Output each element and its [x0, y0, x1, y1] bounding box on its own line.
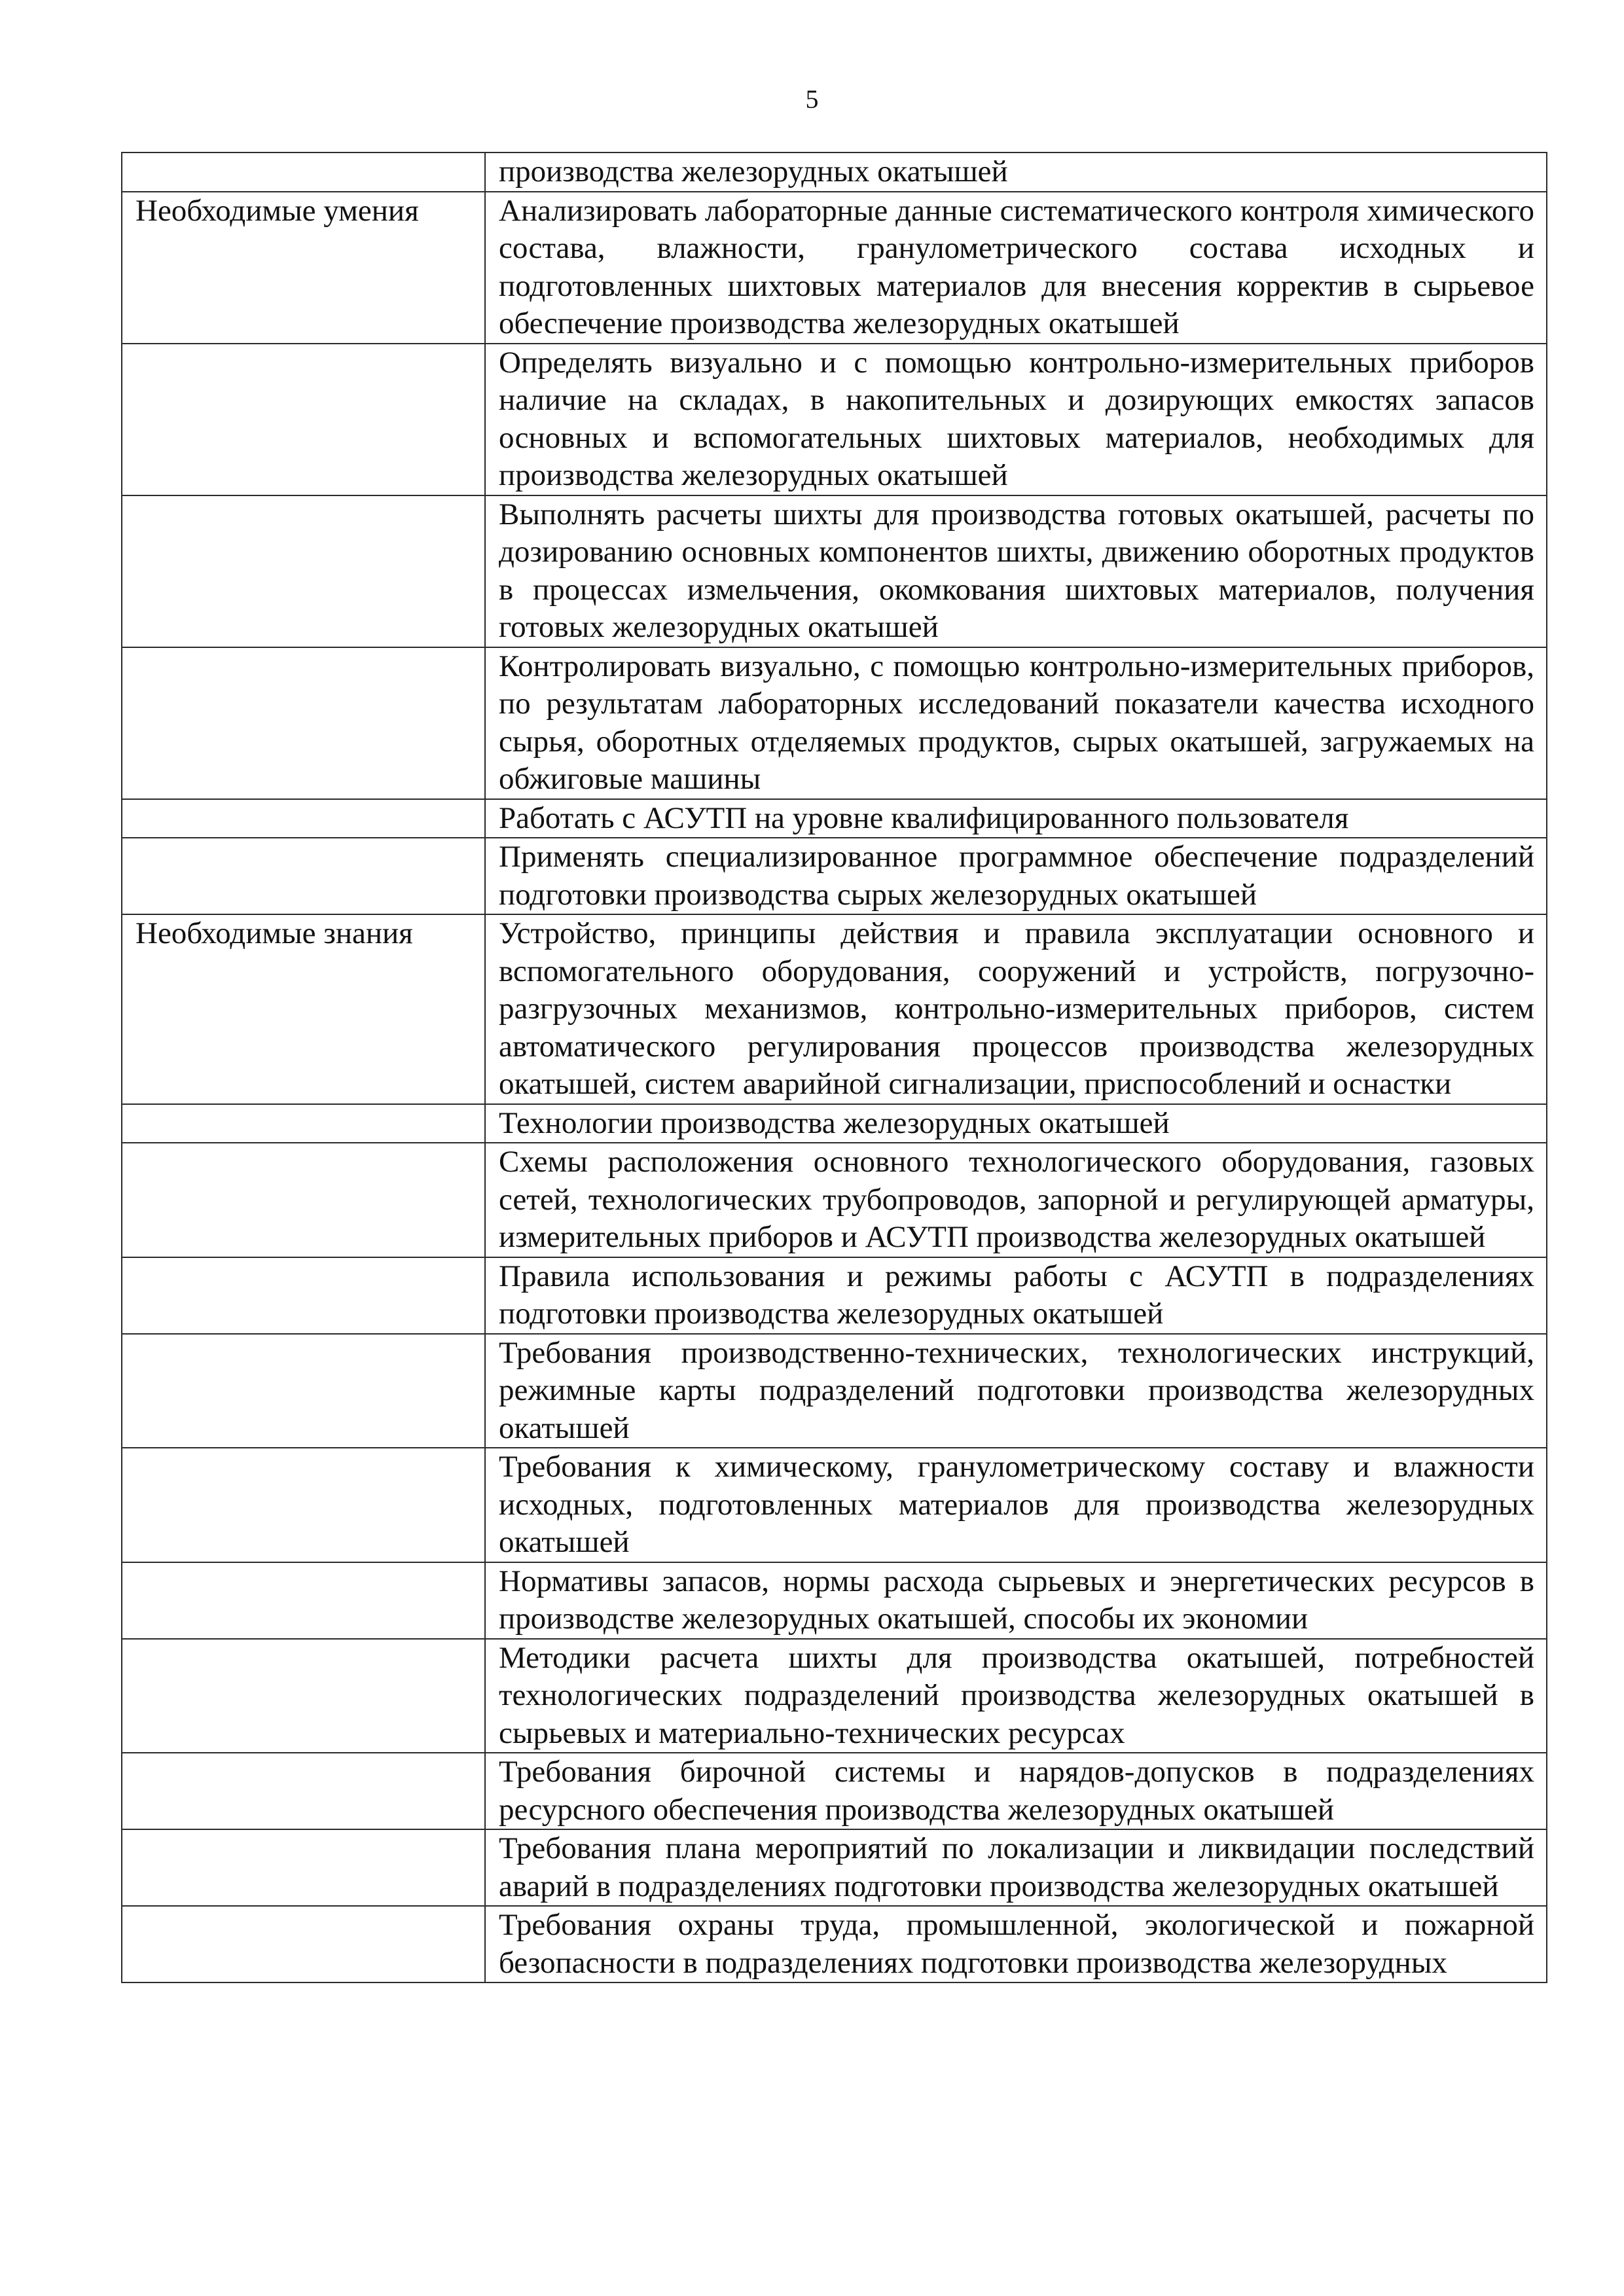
table-row [122, 1562, 1547, 1639]
table-row [122, 914, 1547, 1104]
table-row [122, 1829, 1547, 1906]
table-row [122, 1257, 1547, 1334]
knowledge-label-continuation [122, 1257, 485, 1334]
knowledge-label-continuation [122, 1639, 485, 1753]
knowledge-item: Требования к химическому, гранулометрическому составу и влажности исходных, подготовленных материалов для производства железорудных окатышей [485, 1448, 1547, 1562]
skills-label-continuation [122, 838, 485, 914]
page-number: 5 [805, 84, 819, 114]
table-row [122, 838, 1547, 914]
row-text-continuation: производства железорудных окатышей [485, 152, 1547, 192]
knowledge-item: Схемы расположения основного технологического оборудования, газовых сетей, технологических трубопроводов, запорной и регулирующей арматуры, измерительных приборов и АСУТП производства железорудных окатышей [485, 1143, 1547, 1257]
skills-label-continuation [122, 647, 485, 799]
table-row [122, 1906, 1547, 1982]
skills-label-continuation [122, 344, 485, 495]
skills-label: Необходимые умения [122, 192, 485, 344]
knowledge-label: Необходимые знания [122, 914, 485, 1104]
knowledge-item: Требования бирочной системы и нарядов-допусков в подразделениях ресурсного обеспечения производства железорудных окатышей [485, 1753, 1547, 1829]
knowledge-item: Требования плана мероприятий по локализации и ликвидации последствий аварий в подразделениях подготовки производства железорудных окатышей [485, 1829, 1547, 1906]
skill-item: Анализировать лабораторные данные систематического контроля химического состава, влажности, гранулометрического состава исходных и подготовленных шихтовых материалов для внесения корректив в сырьевое обеспечение производства железорудных окатышей [485, 192, 1547, 344]
table-row [122, 152, 1547, 192]
knowledge-label-continuation [122, 1143, 485, 1257]
knowledge-label-continuation [122, 1104, 485, 1143]
table-row [122, 192, 1547, 344]
knowledge-label-continuation [122, 1448, 485, 1562]
skills-label-continuation [122, 799, 485, 838]
skill-item: Выполнять расчеты шихты для производства готовых окатышей, расчеты по дозированию основных компонентов шихты, движению оборотных продуктов в процессах измельчения, окомкования шихтовых материалов, получения готовых железорудных окатышей [485, 495, 1547, 647]
knowledge-item: Устройство, принципы действия и правила эксплуатации основного и вспомогательного оборудования, сооружений и устройств, погрузочно-разгрузочных механизмов, контрольно-измерительных приборов, систем автоматического регулирования процессов производства железорудных окатышей, систем аварийной сигнализации, приспособлений и оснастки [485, 914, 1547, 1104]
row-label-empty [122, 152, 485, 192]
table-row [122, 1334, 1547, 1448]
knowledge-item: Требования производственно-технических, технологических инструкций, режимные карты подразделений подготовки производства железорудных окатышей [485, 1334, 1547, 1448]
knowledge-item: Нормативы запасов, нормы расхода сырьевых и энергетических ресурсов в производстве железорудных окатышей, способы их экономии [485, 1562, 1547, 1639]
skill-item: Работать с АСУТП на уровне квалифицированного пользователя [485, 799, 1547, 838]
knowledge-item: Правила использования и режимы работы с АСУТП в подразделениях подготовки производства железорудных окатышей [485, 1257, 1547, 1334]
skill-item: Определять визуально и с помощью контрольно-измерительных приборов наличие на складах, в накопительных и дозирующих емкостях запасов основных и вспомогательных шихтовых материалов, необходимых для производства железорудных окатышей [485, 344, 1547, 495]
table-row [122, 647, 1547, 799]
knowledge-label-continuation [122, 1829, 485, 1906]
table-row [122, 1448, 1547, 1562]
knowledge-label-continuation [122, 1753, 485, 1829]
table-row [122, 1104, 1547, 1143]
requirements-table [121, 152, 1547, 1983]
table-row [122, 344, 1547, 495]
skills-label-continuation [122, 495, 485, 647]
knowledge-label-continuation [122, 1906, 485, 1982]
knowledge-item: Требования охраны труда, промышленной, экологической и пожарной безопасности в подразделениях подготовки производства железорудных [485, 1906, 1547, 1982]
table-row [122, 495, 1547, 647]
table-row [122, 1143, 1547, 1257]
table-row [122, 1753, 1547, 1829]
knowledge-label-continuation [122, 1562, 485, 1639]
table-row [122, 799, 1547, 838]
skill-item: Применять специализированное программное обеспечение подразделений подготовки производства сырых железорудных окатышей [485, 838, 1547, 914]
knowledge-item: Методики расчета шихты для производства окатышей, потребностей технологических подразделений производства железорудных окатышей в сырьевых и материально-технических ресурсах [485, 1639, 1547, 1753]
knowledge-item: Технологии производства железорудных окатышей [485, 1104, 1547, 1143]
skill-item: Контролировать визуально, с помощью контрольно-измерительных приборов, по результатам лабораторных исследований показатели качества исходного сырья, оборотных отделяемых продуктов, сырых окатышей, загружаемых на обжиговые машины [485, 647, 1547, 799]
table-row [122, 1639, 1547, 1753]
knowledge-label-continuation [122, 1334, 485, 1448]
